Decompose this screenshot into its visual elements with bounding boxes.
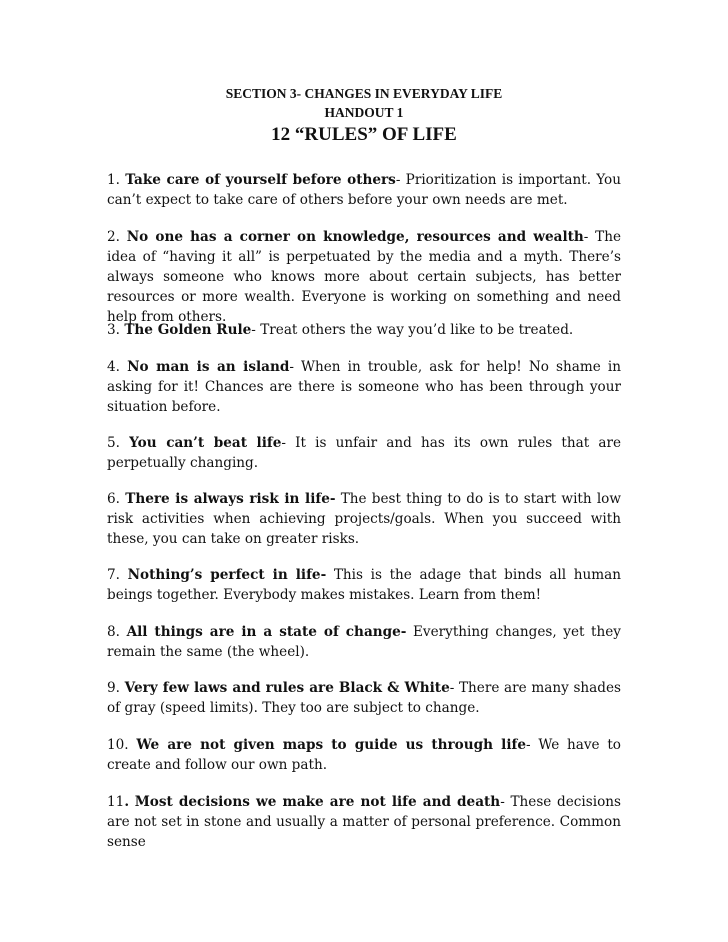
rule-heading: The Golden Rule — [124, 322, 252, 338]
rule-number: 1. — [107, 172, 120, 188]
rule-heading: All things are in a state of change- — [126, 624, 407, 640]
rule-number: 10. — [107, 737, 129, 753]
rule-text: The best thing to do is to start with low risk activities when achieving projects/goals. When you succeed with these, you can take on greater risks. — [107, 491, 622, 547]
rule-text: This is the adage that binds all human beings together. Everybody makes mistakes. Learn from them! — [107, 567, 621, 603]
rule-11 — [107, 792, 621, 852]
rule-number: 2. — [107, 229, 120, 245]
rule-text: - Treat others the way you’d like to be treated. — [251, 322, 574, 338]
rule-3 — [107, 320, 621, 340]
rule-1 — [107, 170, 621, 210]
rule-text: - We have to create and follow our own path. — [107, 737, 621, 773]
rule-heading: We are not given maps to guide us through life — [136, 737, 526, 753]
rule-number: 4. — [107, 359, 120, 375]
rule-7 — [107, 565, 621, 605]
rule-text: - The idea of “having it all” is perpetuated by the media and a myth. There’s always someone who knows more about certain subjects, has better resources or more wealth. Everyone is working on something and need help from others. — [107, 229, 621, 325]
rule-number: 11 — [107, 794, 125, 810]
rule-text: - It is unfair and has its own rules that are perpetually changing. — [107, 435, 622, 471]
rule-heading: Most decisions we make are not life and death — [134, 794, 501, 810]
rule-text: - When in trouble, ask for help! No shame in asking for it! Chances are there is someone who has been through your situation before. — [107, 359, 621, 415]
rule-text: - These decisions are not set in stone and usually a matter of personal preference. Common sense — [107, 794, 621, 850]
rule-heading: Take care of yourself before others — [125, 172, 396, 188]
rule-number: 6. — [107, 491, 120, 507]
rule-heading: You can’t beat life — [129, 435, 282, 451]
rule-5 — [107, 433, 621, 473]
rule-9 — [107, 678, 621, 718]
rule-4 — [107, 357, 621, 417]
rule-6 — [107, 489, 621, 549]
page-title: 12 “RULES” OF LIFE — [271, 124, 457, 145]
rule-text: - There are many shades of gray (speed limits). They too are subject to change. — [107, 680, 621, 716]
rule-2 — [107, 227, 621, 327]
rule-heading: No one has a corner on knowledge, resources and wealth — [126, 229, 584, 245]
rule-10 — [107, 735, 621, 775]
rule-heading: Nothing’s perfect in life- — [127, 567, 327, 583]
rule-heading: Very few laws and rules are Black & White — [124, 680, 450, 696]
rule-number: 9. — [107, 680, 120, 696]
rule-8 — [107, 622, 621, 662]
rule-text: - Prioritization is important. You can’t expect to take care of others before your own needs are met. — [107, 172, 621, 208]
rule-heading: No man is an island — [127, 359, 290, 375]
rule-text: Everything changes, yet they remain the same (the wheel). — [107, 624, 621, 660]
rule-number: 7. — [107, 567, 120, 583]
rule-number: 3. — [107, 322, 120, 338]
section-heading: SECTION 3- CHANGES IN EVERYDAY LIFE — [225, 86, 503, 101]
rule-number-dot: . — [124, 794, 130, 810]
rule-number: 5. — [107, 435, 120, 451]
handout-label: HANDOUT 1 — [324, 105, 404, 120]
rule-number: 8. — [107, 624, 120, 640]
rule-heading: There is always risk in life- — [125, 491, 336, 507]
